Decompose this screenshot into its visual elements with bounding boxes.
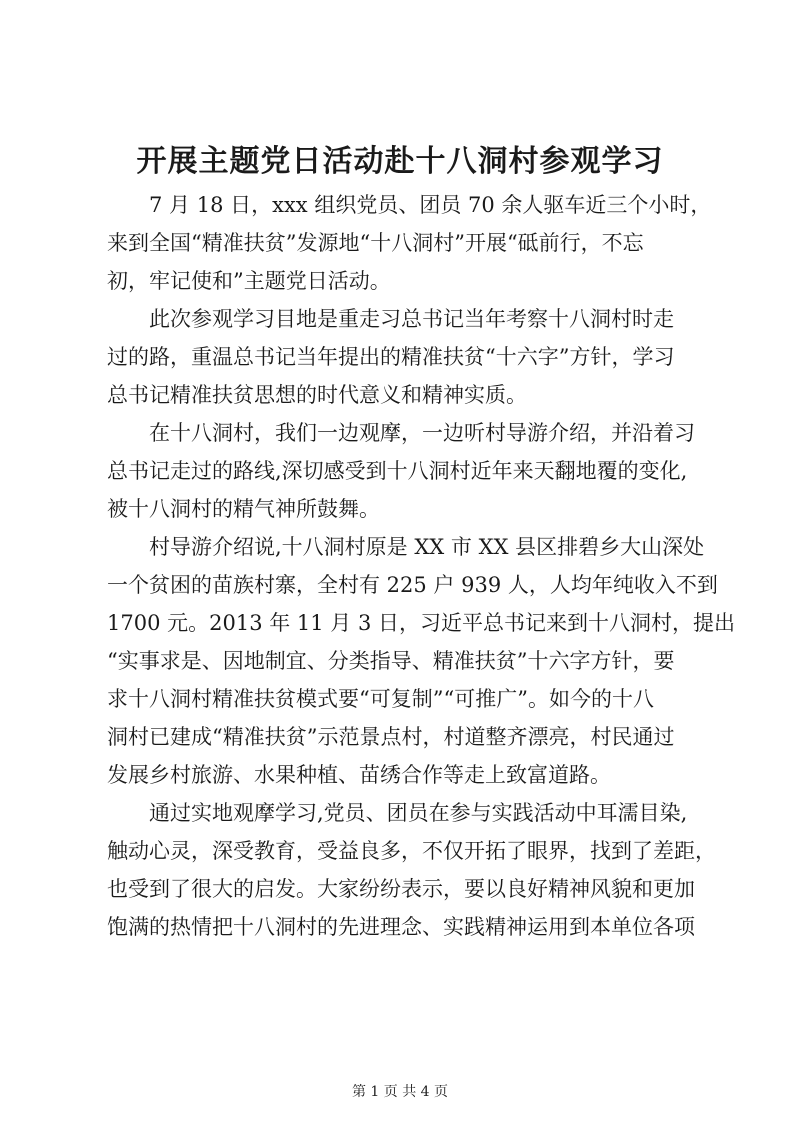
paragraph-3: [107, 414, 707, 528]
paragraph-1: [107, 186, 712, 300]
text-line: 过的路，重温总书记当年提出的精准扶贫“十六字”方针，学习: [107, 345, 675, 369]
text-line: 通过实地观摩学习,党员、团员在参与实践活动中耳濡目染,: [149, 801, 688, 825]
text-line: 一个贫困的苗族村寨，全村有 225 户 939 人，人均年纯收入不到: [107, 573, 718, 597]
text-line: 也受到了很大的启发。大家纷纷表示，要以良好精神风貌和更加: [107, 877, 695, 901]
paragraph-2: [107, 300, 707, 414]
text-line: 总书记精准扶贫思想的时代意义和精神实质。: [107, 383, 527, 407]
text-line: 被十八洞村的精气神所鼓舞。: [107, 497, 380, 521]
text-line: 在十八洞村，我们一边观摩，一边听村导游介绍，并沿着习: [149, 421, 695, 445]
text-line: 发展乡村旅游、水果种植、苗绣合作等走上致富道路。: [107, 763, 611, 787]
page-footer: 第 1 页 共 4 页: [351, 1084, 449, 1100]
paragraph-5: [107, 794, 716, 946]
text-line: 初，牢记使和”主题党日活动。: [107, 269, 391, 293]
text-line: “实事求是、因地制宜、分类指导、精准扶贫”十六字方针，要: [107, 649, 675, 673]
text-line: 总书记走过的路线,深切感受到十八洞村近年来天翻地覆的变化,: [107, 459, 688, 483]
text-line: 村导游介绍说,十八洞村原是 XX 市 XX 县区排碧乡大山深处: [149, 535, 705, 559]
text-line: 洞村已建成“精准扶贫”示范景点村，村道整齐漂亮，村民通过: [107, 725, 675, 749]
text-line: 饱满的热情把十八洞村的先进理念、实践精神运用到本单位各项: [107, 915, 695, 939]
text-line: 1700 元。2013 年 11 月 3 日，习近平总书记来到十八洞村，提出: [107, 611, 736, 635]
text-line: 7 月 18 日，xxx 组织党员、团员 70 余人驱车近三个小时，: [149, 193, 712, 217]
text-line: 触动心灵，深受教育，受益良多，不仅开拓了眼界，找到了差距，: [107, 839, 716, 863]
text-line: 此次参观学习目地是重走习总书记当年考察十八洞村时走: [149, 307, 674, 331]
paragraph-4: [107, 528, 736, 794]
document-body: [107, 186, 736, 946]
document-title: 开展主题党日活动赴十八洞村参观学习: [136, 144, 664, 179]
text-line: 求十八洞村精准扶贫模式要“可复制”“可推广”。如今的十八: [107, 687, 654, 711]
text-line: 来到全国“精准扶贫”发源地“十八洞村”开展“砥前行，不忘: [107, 231, 644, 255]
